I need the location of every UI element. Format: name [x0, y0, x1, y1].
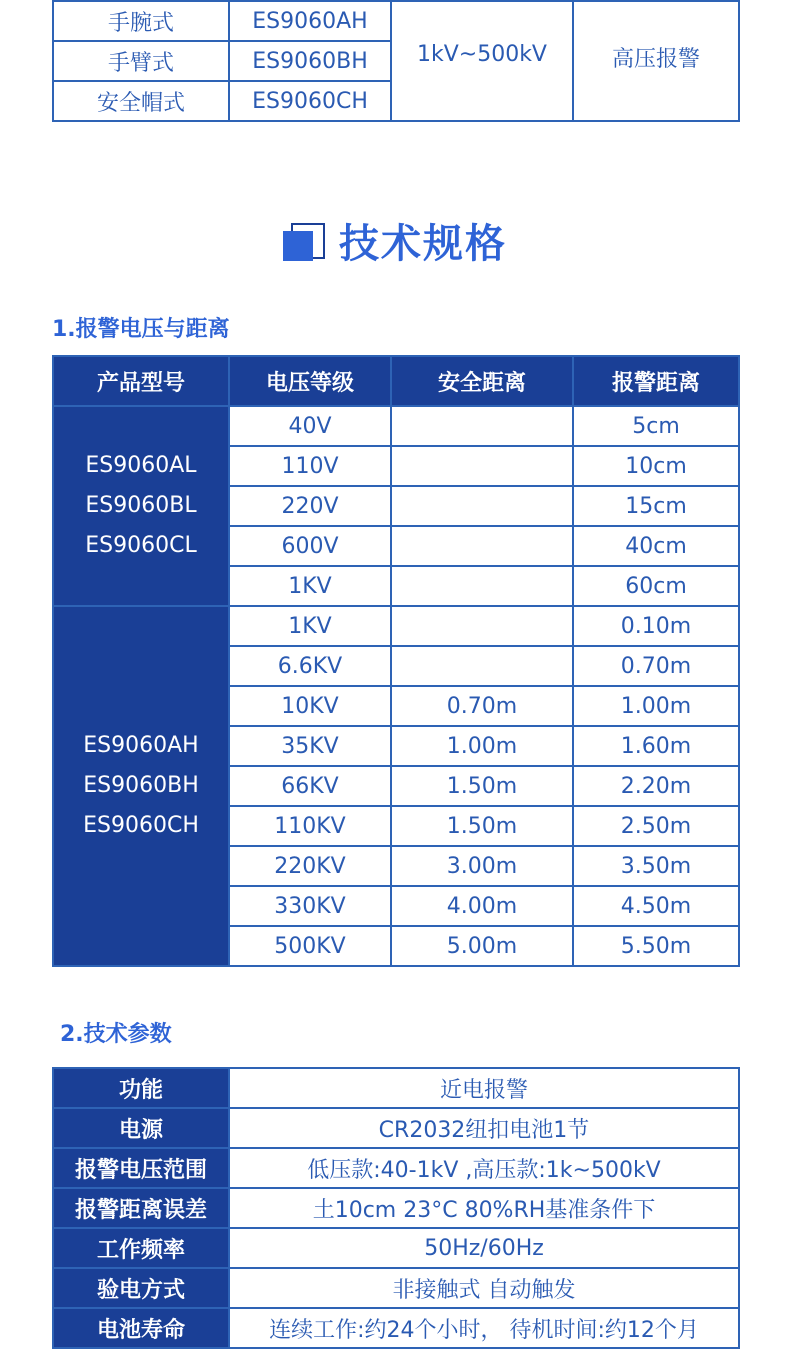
safe-distance-cell	[391, 566, 573, 606]
header-model: 产品型号	[53, 356, 229, 406]
alarm-distance-cell: 5.50m	[573, 926, 739, 966]
alarm-distance-cell: 10cm	[573, 446, 739, 486]
safe-distance-cell: 1.50m	[391, 766, 573, 806]
table-row	[53, 1188, 739, 1228]
voltage-cell: 110V	[229, 446, 391, 486]
type-cell: 安全帽式	[53, 81, 229, 121]
safe-distance-cell: 4.00m	[391, 886, 573, 926]
param-label: 报警电压范围	[53, 1148, 229, 1188]
voltage-cell: 220KV	[229, 846, 391, 886]
table-row	[53, 1, 739, 41]
param-value: 连续工作:约24个小时， 待机时间:约12个月	[229, 1308, 739, 1348]
header-safe-distance: 安全距离	[391, 356, 573, 406]
model-group-high	[53, 606, 229, 966]
alarm-distance-cell: 0.10m	[573, 606, 739, 646]
param-label: 电源	[53, 1108, 229, 1148]
alarm-distance-cell: 1.00m	[573, 686, 739, 726]
safe-distance-cell: 1.00m	[391, 726, 573, 766]
voltage-cell: 600V	[229, 526, 391, 566]
table-row	[53, 1308, 739, 1348]
alarm-distance-cell: 40cm	[573, 526, 739, 566]
model-cell: ES9060AH	[229, 1, 391, 41]
model-cell: ES9060BH	[229, 41, 391, 81]
model-name: ES9060AL	[85, 453, 197, 478]
param-value: CR2032纽扣电池1节	[229, 1108, 739, 1148]
param-label: 报警距离误差	[53, 1188, 229, 1228]
alarm-distance-cell: 2.20m	[573, 766, 739, 806]
alarm-distance-cell: 15cm	[573, 486, 739, 526]
model-name: ES9060BH	[83, 773, 199, 798]
param-label: 验电方式	[53, 1268, 229, 1308]
technical-parameter-table	[52, 1067, 740, 1349]
voltage-distance-table	[52, 355, 740, 967]
model-group-low	[53, 406, 229, 606]
alarm-distance-cell: 1.60m	[573, 726, 739, 766]
voltage-cell: 40V	[229, 406, 391, 446]
param-value: 近电报警	[229, 1068, 739, 1108]
table-row	[53, 1148, 739, 1188]
param-label: 功能	[53, 1068, 229, 1108]
param-label: 电池寿命	[53, 1308, 229, 1348]
subsection-title-voltage-distance: 1.报警电压与距离	[52, 317, 230, 342]
safe-distance-cell: 1.50m	[391, 806, 573, 846]
alarm-distance-cell: 4.50m	[573, 886, 739, 926]
safe-distance-cell	[391, 406, 573, 446]
model-name: ES9060CL	[85, 533, 197, 558]
voltage-cell: 35KV	[229, 726, 391, 766]
safe-distance-cell: 0.70m	[391, 686, 573, 726]
param-value: 50Hz/60Hz	[229, 1228, 739, 1268]
model-name: ES9060BL	[85, 493, 197, 518]
type-cell: 手臂式	[53, 41, 229, 81]
voltage-cell: 1KV	[229, 566, 391, 606]
alarm-type-cell: 高压报警	[573, 1, 739, 121]
table-row	[53, 606, 739, 646]
model-name: ES9060CH	[83, 813, 199, 838]
type-cell: 手腕式	[53, 1, 229, 41]
range-cell: 1kV~500kV	[391, 1, 573, 121]
table-row	[53, 1108, 739, 1148]
voltage-cell: 66KV	[229, 766, 391, 806]
param-label: 工作频率	[53, 1228, 229, 1268]
safe-distance-cell: 3.00m	[391, 846, 573, 886]
model-cell: ES9060CH	[229, 81, 391, 121]
header-alarm-distance: 报警距离	[573, 356, 739, 406]
alarm-distance-cell: 0.70m	[573, 646, 739, 686]
table-row	[53, 406, 739, 446]
voltage-cell: 1KV	[229, 606, 391, 646]
voltage-cell: 220V	[229, 486, 391, 526]
header-voltage: 电压等级	[229, 356, 391, 406]
alarm-distance-cell: 60cm	[573, 566, 739, 606]
table-row	[53, 1228, 739, 1268]
voltage-cell: 110KV	[229, 806, 391, 846]
alarm-distance-cell: 5cm	[573, 406, 739, 446]
subsection-title-parameters: 2.技术参数	[60, 1022, 172, 1047]
table-header-row	[53, 356, 739, 406]
square-icon	[283, 223, 317, 259]
safe-distance-cell	[391, 446, 573, 486]
param-value: 非接触式 自动触发	[229, 1268, 739, 1308]
param-value: 低压款:40-1kV ,高压款:1k~500kV	[229, 1148, 739, 1188]
table-row	[53, 1068, 739, 1108]
param-value: 土10cm 23°C 80%RH基准条件下	[229, 1188, 739, 1228]
voltage-cell: 6.6KV	[229, 646, 391, 686]
voltage-cell: 330KV	[229, 886, 391, 926]
safe-distance-cell	[391, 526, 573, 566]
safe-distance-cell	[391, 486, 573, 526]
alarm-distance-cell: 2.50m	[573, 806, 739, 846]
voltage-cell: 500KV	[229, 926, 391, 966]
safe-distance-cell: 5.00m	[391, 926, 573, 966]
model-name: ES9060AH	[83, 733, 199, 758]
safe-distance-cell	[391, 646, 573, 686]
model-range-table	[52, 0, 740, 122]
safe-distance-cell	[391, 606, 573, 646]
table-row	[53, 1268, 739, 1308]
voltage-cell: 10KV	[229, 686, 391, 726]
section-title-text: 技术规格	[339, 221, 507, 267]
alarm-distance-cell: 3.50m	[573, 846, 739, 886]
section-title	[0, 212, 790, 268]
